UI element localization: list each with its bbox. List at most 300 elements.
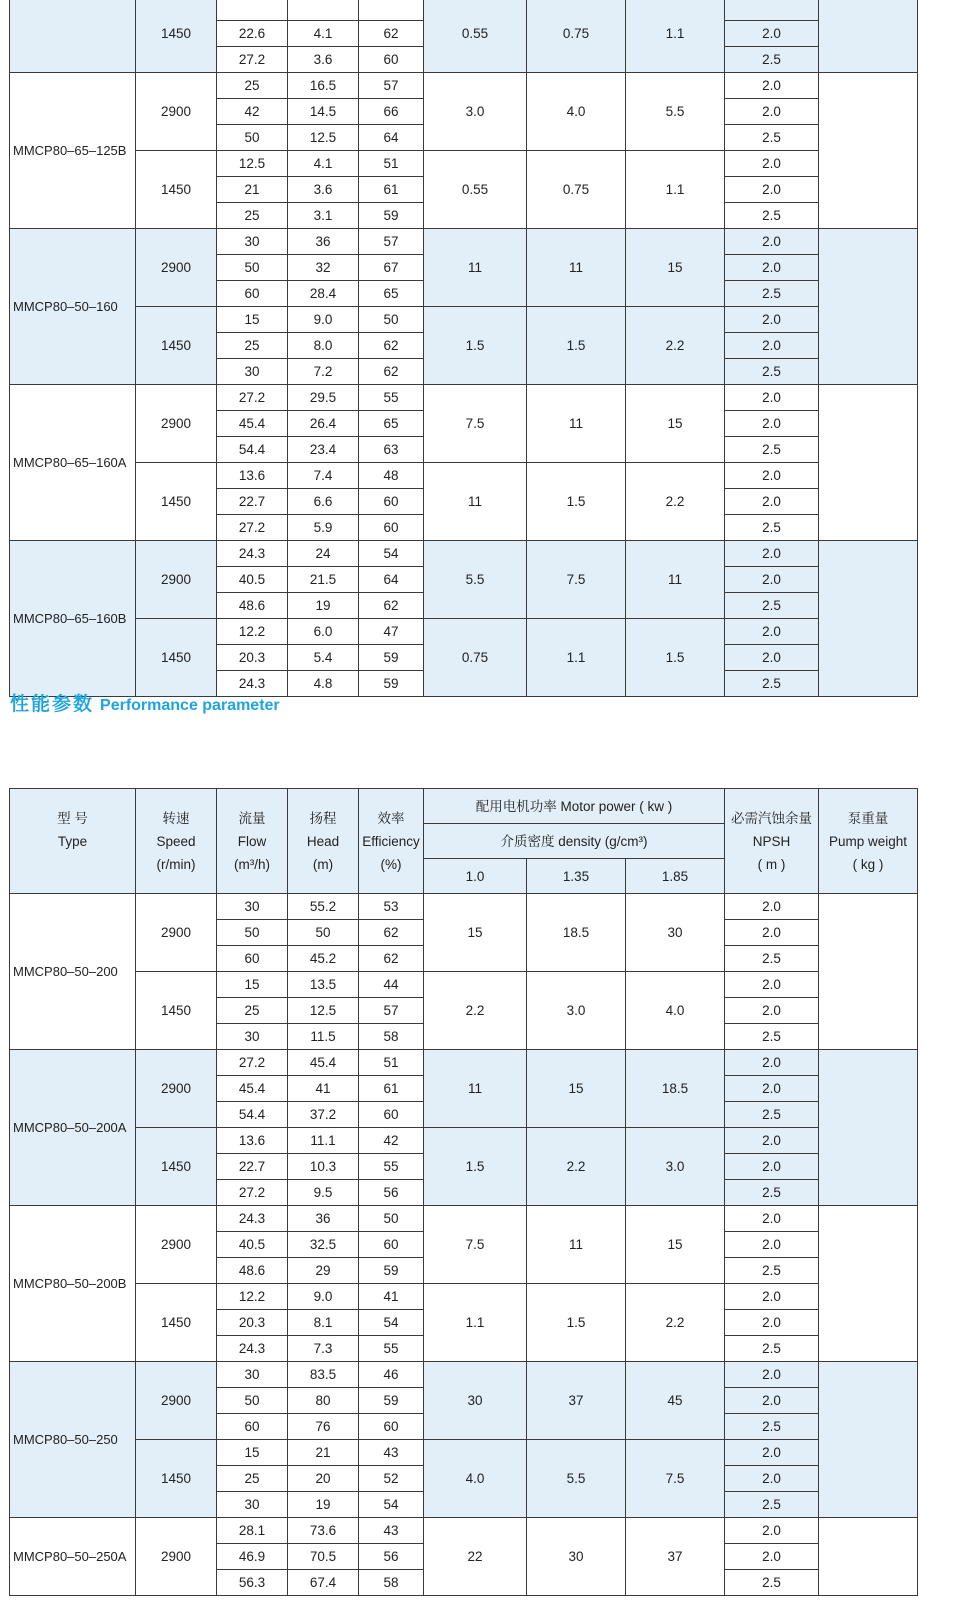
power-1-0-cell: 2.2 [424,972,527,1050]
speed-cell: 2900 [136,894,217,972]
model-group [10,385,918,541]
header-efficiency-en: Efficiency [362,833,420,849]
performance-table-continued [9,0,918,697]
head-cell: 14.5 [288,99,359,125]
npsh-cell: 2.5 [725,47,819,73]
head-cell: 80 [288,1388,359,1414]
speed-cell: 2900 [136,1362,217,1440]
npsh-cell: 2.5 [725,125,819,151]
head-cell: 4.1 [288,151,359,177]
head-cell: 45.2 [288,946,359,972]
header-speed-zh: 转速 [162,810,190,826]
model-cell: MMCP80–50–250A [10,1518,136,1596]
speed-cell: 2900 [136,1518,217,1596]
head-cell: 41 [288,1076,359,1102]
power-1-0-cell: 15 [424,894,527,972]
power-1-85-cell: 15 [626,1206,725,1284]
head-cell: 7.4 [288,463,359,489]
power-1-85-cell: 2.2 [626,307,725,385]
npsh-cell: 2.0 [725,567,819,593]
head-cell: 29.5 [288,385,359,411]
npsh-cell: 2.0 [725,99,819,125]
head-cell: 6.6 [288,489,359,515]
head-cell: 5.4 [288,645,359,671]
flow-cell: 60 [217,281,288,307]
efficiency-cell: 43 [359,1440,424,1466]
header-efficiency-zh: 效率 [377,810,405,826]
flow-cell: 24.3 [217,1206,288,1232]
head-cell: 21 [288,1440,359,1466]
flow-cell: 20.3 [217,1310,288,1336]
power-1-0-cell: 4.0 [424,1440,527,1518]
npsh-cell: 2.0 [725,463,819,489]
table-row [10,894,918,920]
flow-cell: 54.4 [217,1102,288,1128]
efficiency-cell: 59 [359,1258,424,1284]
flow-cell: 12.5 [217,151,288,177]
power-1-85-cell: 1.1 [626,0,725,73]
header-npsh-unit: ( m ) [757,856,786,872]
efficiency-cell: 66 [359,99,424,125]
npsh-cell: 2.0 [725,1206,819,1232]
efficiency-cell: 60 [359,1102,424,1128]
power-1-35-cell: 5.5 [527,1440,626,1518]
table-row [10,151,918,177]
weight-cell [819,385,918,541]
npsh-cell: 2.0 [725,229,819,255]
head-cell: 45.4 [288,1050,359,1076]
efficiency-cell: 56 [359,1544,424,1570]
head-cell: 12.5 [288,125,359,151]
header-weight [819,789,918,894]
weight-cell [819,1362,918,1518]
flow-cell: 50 [217,920,288,946]
weight-cell [819,229,918,385]
efficiency-cell: 59 [359,671,424,697]
header-npsh-en: NPSH [752,833,791,849]
head-cell: 13.5 [288,972,359,998]
efficiency-cell: 62 [359,946,424,972]
table-row [10,1284,918,1310]
flow-cell: 28.1 [217,1518,288,1544]
efficiency-cell: 64 [359,567,424,593]
efficiency-cell: 51 [359,151,424,177]
model-cell: MMCP80–50–200 [10,894,136,1050]
npsh-cell: 2.0 [725,73,819,99]
model-group [10,894,918,1050]
speed-cell: 1450 [136,619,217,697]
npsh-cell: 2.5 [725,437,819,463]
npsh-cell: 2.0 [725,1466,819,1492]
flow-cell: 54.4 [217,437,288,463]
power-1-85-cell: 2.2 [626,463,725,541]
npsh-cell [725,0,819,21]
speed-cell: 2900 [136,1050,217,1128]
weight-cell [819,73,918,229]
power-1-85-cell: 45 [626,1362,725,1440]
efficiency-cell: 59 [359,1388,424,1414]
efficiency-cell: 59 [359,203,424,229]
npsh-cell: 2.0 [725,1128,819,1154]
efficiency-cell: 57 [359,998,424,1024]
efficiency-cell: 56 [359,1180,424,1206]
flow-cell: 42 [217,99,288,125]
power-1-35-cell: 1.5 [527,463,626,541]
table-row [10,385,918,411]
efficiency-cell: 44 [359,972,424,998]
flow-cell: 45.4 [217,411,288,437]
efficiency-cell: 50 [359,1206,424,1232]
npsh-cell: 2.0 [725,541,819,567]
speed-cell: 1450 [136,0,217,73]
efficiency-cell: 52 [359,1466,424,1492]
flow-cell: 27.2 [217,1050,288,1076]
speed-cell: 2900 [136,385,217,463]
head-cell: 36 [288,1206,359,1232]
efficiency-cell [359,0,424,21]
head-cell: 26.4 [288,411,359,437]
power-1-0-cell: 22 [424,1518,527,1596]
head-cell: 23.4 [288,437,359,463]
table-row [10,541,918,567]
speed-cell: 1450 [136,972,217,1050]
npsh-cell: 2.5 [725,1258,819,1284]
head-cell: 12.5 [288,998,359,1024]
header-flow-zh: 流量 [238,810,266,826]
flow-cell: 20.3 [217,645,288,671]
power-1-0-cell: 7.5 [424,385,527,463]
power-1-0-cell: 3.0 [424,73,527,151]
power-1-35-cell: 7.5 [527,541,626,619]
npsh-cell: 2.0 [725,894,819,920]
efficiency-cell: 51 [359,1050,424,1076]
npsh-cell: 2.0 [725,1232,819,1258]
power-1-35-cell: 30 [527,1518,626,1596]
speed-cell: 1450 [136,1284,217,1362]
speed-cell: 2900 [136,229,217,307]
power-1-0-cell: 7.5 [424,1206,527,1284]
header-flow-en: Flow [237,833,267,849]
speed-cell: 1450 [136,1440,217,1518]
efficiency-cell: 63 [359,437,424,463]
header-motor-power: 配用电机功率 Motor power ( kw ) [424,789,725,824]
flow-cell: 27.2 [217,385,288,411]
power-1-35-cell: 37 [527,1362,626,1440]
table-row [10,1050,918,1076]
efficiency-cell: 54 [359,541,424,567]
header-head [288,789,359,894]
flow-cell: 15 [217,972,288,998]
head-cell: 8.1 [288,1310,359,1336]
efficiency-cell: 58 [359,1570,424,1596]
head-cell: 21.5 [288,567,359,593]
model-group [10,0,918,73]
power-1-85-cell: 5.5 [626,73,725,151]
speed-cell: 1450 [136,463,217,541]
efficiency-cell: 61 [359,1076,424,1102]
power-1-85-cell: 7.5 [626,1440,725,1518]
table-header [10,789,918,894]
efficiency-cell: 48 [359,463,424,489]
power-1-85-cell: 15 [626,229,725,307]
flow-cell: 25 [217,998,288,1024]
npsh-cell: 2.5 [725,946,819,972]
header-density: 介质密度 density (g/cm³) [424,824,725,859]
npsh-cell: 2.5 [725,1570,819,1596]
power-1-35-cell: 11 [527,229,626,307]
npsh-cell: 2.0 [725,1050,819,1076]
flow-cell: 40.5 [217,1232,288,1258]
efficiency-cell: 65 [359,281,424,307]
npsh-cell: 2.0 [725,1076,819,1102]
model-group [10,1050,918,1206]
flow-cell: 24.3 [217,671,288,697]
weight-cell [819,0,918,73]
head-cell: 29 [288,1258,359,1284]
head-cell: 83.5 [288,1362,359,1388]
table-row [10,1362,918,1388]
speed-cell: 1450 [136,151,217,229]
npsh-cell: 2.0 [725,1388,819,1414]
flow-cell: 22.6 [217,21,288,47]
flow-cell: 45.4 [217,1076,288,1102]
efficiency-cell: 54 [359,1310,424,1336]
npsh-cell: 2.0 [725,1518,819,1544]
power-1-35-cell: 15 [527,1050,626,1128]
head-cell: 50 [288,920,359,946]
npsh-cell: 2.0 [725,1440,819,1466]
header-head-zh: 扬程 [309,810,337,826]
flow-cell: 60 [217,946,288,972]
header-weight-en: Pump weight [828,833,908,849]
npsh-cell: 2.0 [725,385,819,411]
npsh-cell: 2.0 [725,1284,819,1310]
head-cell: 36 [288,229,359,255]
header-type-en: Type [57,833,88,849]
npsh-cell: 2.5 [725,1102,819,1128]
section-title-en: Performance parameter [100,697,280,714]
flow-cell: 27.2 [217,515,288,541]
header-speed-en: Speed [156,833,196,849]
flow-cell: 15 [217,307,288,333]
head-cell: 9.0 [288,1284,359,1310]
section-title [10,692,280,718]
table-row [10,1440,918,1466]
head-cell: 4.1 [288,21,359,47]
flow-cell: 56.3 [217,1570,288,1596]
header-head-unit: (m) [312,856,334,872]
flow-cell: 22.7 [217,489,288,515]
table-row [10,1128,918,1154]
power-1-35-cell: 18.5 [527,894,626,972]
npsh-cell: 2.5 [725,1492,819,1518]
npsh-cell: 2.0 [725,411,819,437]
power-1-85-cell: 37 [626,1518,725,1596]
header-type-zh: 型 号 [57,810,88,826]
header-density-3: 1.85 [626,859,725,894]
efficiency-cell: 67 [359,255,424,281]
efficiency-cell: 42 [359,1128,424,1154]
flow-cell: 25 [217,203,288,229]
efficiency-cell: 62 [359,359,424,385]
header-flow [217,789,288,894]
header-npsh-zh: 必需汽蚀余量 [731,810,812,826]
efficiency-cell: 55 [359,1154,424,1180]
efficiency-cell: 61 [359,177,424,203]
efficiency-cell: 53 [359,894,424,920]
speed-cell: 1450 [136,307,217,385]
flow-cell: 50 [217,125,288,151]
head-cell: 7.3 [288,1336,359,1362]
head-cell: 16.5 [288,73,359,99]
power-1-0-cell: 30 [424,1362,527,1440]
power-1-35-cell: 1.5 [527,1284,626,1362]
efficiency-cell: 62 [359,920,424,946]
head-cell: 20 [288,1466,359,1492]
power-1-0-cell: 0.75 [424,619,527,697]
head-cell: 67.4 [288,1570,359,1596]
head-cell [288,0,359,21]
header-flow-unit: (m³/h) [234,856,270,872]
efficiency-cell: 43 [359,1518,424,1544]
efficiency-cell: 60 [359,515,424,541]
flow-cell: 40.5 [217,567,288,593]
efficiency-cell: 60 [359,47,424,73]
header-efficiency [359,789,424,894]
flow-cell: 12.2 [217,1284,288,1310]
efficiency-cell: 55 [359,1336,424,1362]
head-cell: 24 [288,541,359,567]
head-cell: 70.5 [288,1544,359,1570]
table-row [10,1206,918,1232]
head-cell: 19 [288,1492,359,1518]
flow-cell: 22.7 [217,1154,288,1180]
head-cell: 10.3 [288,1154,359,1180]
power-1-85-cell: 3.0 [626,1128,725,1206]
flow-cell: 12.2 [217,619,288,645]
efficiency-cell: 62 [359,21,424,47]
head-cell: 8.0 [288,333,359,359]
header-efficiency-unit: (%) [380,856,402,872]
efficiency-cell: 47 [359,619,424,645]
weight-cell [819,894,918,1050]
power-1-35-cell: 1.1 [527,619,626,697]
power-1-0-cell: 1.5 [424,307,527,385]
flow-cell: 48.6 [217,1258,288,1284]
efficiency-cell: 50 [359,307,424,333]
efficiency-cell: 59 [359,645,424,671]
head-cell: 5.9 [288,515,359,541]
npsh-cell: 2.5 [725,1336,819,1362]
model-group [10,1206,918,1362]
weight-cell [819,1050,918,1206]
flow-cell: 24.3 [217,541,288,567]
section-title-zh: 性能参数 [10,694,95,715]
power-1-0-cell: 11 [424,1050,527,1128]
head-cell: 3.6 [288,47,359,73]
head-cell: 76 [288,1414,359,1440]
power-1-85-cell: 11 [626,541,725,619]
flow-cell: 25 [217,73,288,99]
npsh-cell: 2.0 [725,920,819,946]
speed-cell: 1450 [136,1128,217,1206]
header-head-en: Head [306,833,340,849]
efficiency-cell: 55 [359,385,424,411]
power-1-85-cell: 15 [626,385,725,463]
power-1-35-cell: 0.75 [527,0,626,73]
npsh-cell: 2.5 [725,359,819,385]
efficiency-cell: 41 [359,1284,424,1310]
head-cell: 28.4 [288,281,359,307]
head-cell: 9.0 [288,307,359,333]
model-cell [10,0,136,73]
efficiency-cell: 58 [359,1024,424,1050]
header-speed-unit: (r/min) [156,856,196,872]
header-density-2: 1.35 [527,859,626,894]
npsh-cell: 2.0 [725,645,819,671]
header-npsh [725,789,819,894]
power-1-35-cell: 2.2 [527,1128,626,1206]
flow-cell: 15 [217,1440,288,1466]
power-1-0-cell: 11 [424,229,527,307]
flow-cell: 30 [217,1362,288,1388]
table-row [10,229,918,255]
flow-cell: 30 [217,359,288,385]
speed-cell: 2900 [136,541,217,619]
flow-cell: 24.3 [217,1336,288,1362]
header-weight-zh: 泵重量 [847,810,889,826]
head-cell: 11.1 [288,1128,359,1154]
npsh-cell: 2.5 [725,203,819,229]
head-cell: 11.5 [288,1024,359,1050]
weight-cell [819,541,918,697]
speed-cell: 2900 [136,73,217,151]
model-group [10,73,918,229]
flow-cell: 25 [217,1466,288,1492]
npsh-cell: 2.0 [725,1310,819,1336]
table-row [10,972,918,998]
power-1-35-cell: 11 [527,1206,626,1284]
npsh-cell: 2.0 [725,307,819,333]
header-type [10,789,136,894]
power-1-35-cell: 4.0 [527,73,626,151]
power-1-0-cell: 0.55 [424,151,527,229]
flow-cell: 50 [217,1388,288,1414]
flow-cell: 46.9 [217,1544,288,1570]
power-1-0-cell: 0.55 [424,0,527,73]
model-cell: MMCP80–50–200A [10,1050,136,1206]
model-cell: MMCP80–65–160B [10,541,136,697]
efficiency-cell: 60 [359,489,424,515]
npsh-cell: 2.0 [725,998,819,1024]
head-cell: 37.2 [288,1102,359,1128]
npsh-cell: 2.0 [725,333,819,359]
power-1-35-cell: 11 [527,385,626,463]
npsh-cell: 2.0 [725,972,819,998]
performance-table [9,788,918,1596]
efficiency-cell: 54 [359,1492,424,1518]
head-cell: 7.2 [288,359,359,385]
model-group [10,229,918,385]
table-row [10,463,918,489]
model-cell: MMCP80–50–250 [10,1362,136,1518]
flow-cell: 27.2 [217,1180,288,1206]
power-1-0-cell: 5.5 [424,541,527,619]
table-row [10,619,918,645]
weight-cell [819,1206,918,1362]
npsh-cell: 2.0 [725,619,819,645]
header-weight-unit: ( kg ) [852,856,884,872]
